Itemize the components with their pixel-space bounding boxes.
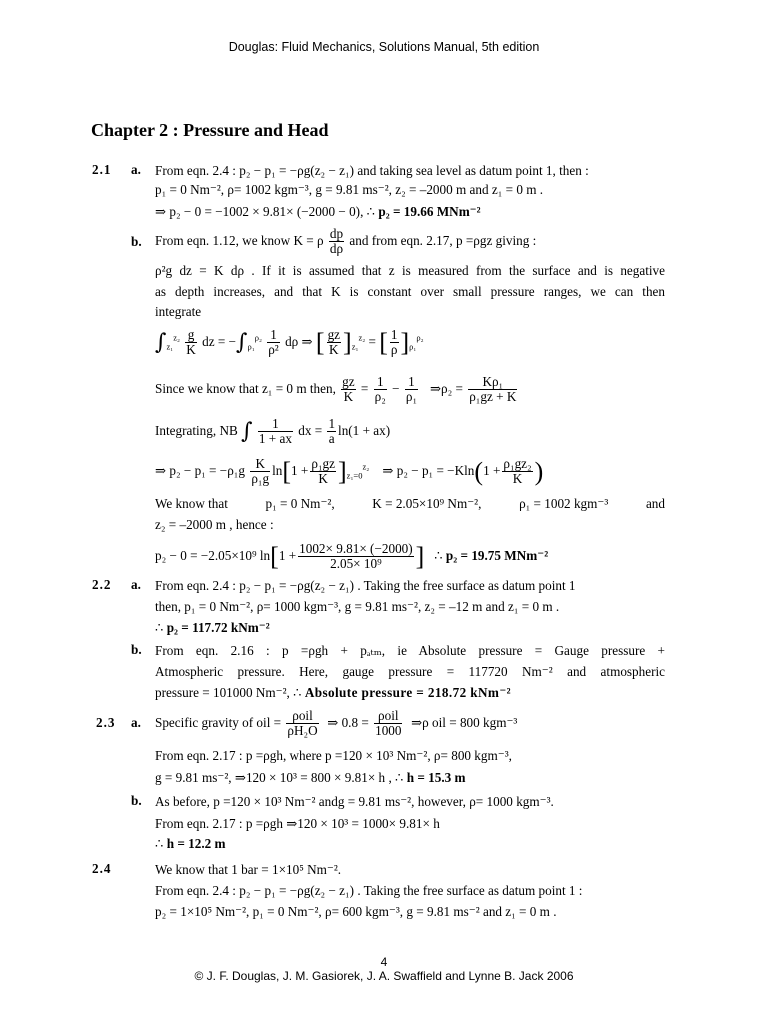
running-header: Douglas: Fluid Mechanics, Solutions Manual, 5th edition [228, 40, 540, 54]
part-label: b. [131, 642, 142, 657]
fraction: $\frac{gz}{K}$ [327, 327, 341, 358]
result-value: h = 12.2 m [166, 836, 226, 851]
page-number: 4 [380, 955, 388, 969]
result-value: h = 15.3 m [406, 770, 466, 785]
text-fragment: From eqn. 1.12, we know K = ρ [155, 233, 324, 248]
text-line [155, 225, 665, 257]
text-line: ρ²g dz = K dρ . If it is assumed that z is measured from the surface and is negative [155, 263, 665, 278]
fraction: $\frac{g}{K}$ [186, 327, 196, 358]
text-line: We know that p₁ = 0 Nm⁻², K = 2.05×10⁹ Nm⁻², ρ₁ = 1002 kgm⁻³ and [155, 496, 665, 511]
denominator: dρ [329, 241, 344, 257]
text-fragment: and from eqn. 2.17, p =ρgz giving : [349, 233, 537, 248]
text-line: ∴ h = 12.2 m [155, 836, 226, 851]
text-line: From eqn. 2.4 : p₂ − p₁ = −ρg(z₂ − z₁) . Taking the free surface as datum point 1 : [155, 883, 583, 898]
fraction [329, 227, 344, 256]
equation-line: Since we know that z₁ = 0 m then, $\frac{gz}{K}$ = $\frac{1}{\text{ρ₂}}$ − $\frac{1}{\text{ρ₁}}$ ⇒ρ₂ = $\frac{\text{Kρ₁}}{\text{ρ₁gz + K}}$ [155, 374, 517, 405]
text-line: p₁ = 0 Nm⁻², ρ= 1002 kgm⁻³, g = 9.81 ms⁻², z₂ = –2000 m and z₁ = 0 m . [155, 182, 544, 197]
text-line: From eqn. 2.17 : p =ρgh, where p =120 × 10³ Nm⁻², ρ= 800 kgm⁻³, [155, 748, 512, 763]
question-number: 2.4 [92, 861, 112, 876]
integral-sign: ∫ [236, 329, 248, 355]
text-line: From eqn. 2.16 : p =ρgh + pₐₜₘ, ie Absolute pressure = Gauge pressure + [155, 643, 665, 658]
fraction: $\frac{1}{\text{ρ²}}$ [268, 327, 279, 358]
text-line: From eqn. 2.4 : p₂ − p₁ = −ρg(z₂ − z₁) and taking sea level as datum point 1, then : [155, 163, 589, 178]
question-number: 2.1 [92, 162, 112, 177]
numerator: dp [329, 226, 344, 242]
part-label: b. [131, 793, 142, 808]
result-value: p₂ = 117.72 kNm⁻² [166, 620, 270, 635]
text-line [155, 203, 665, 221]
result-value: p₂ = 19.75 MNm⁻² [445, 548, 549, 563]
equation: ⇒ p₂ − 0 = −1002 × 9.81× (−2000 − 0), ∴ [155, 204, 376, 219]
text-line: As before, p =120 × 10³ Nm⁻² andg = 9.81 ms⁻², however, ρ= 1000 kgm⁻³. [155, 794, 554, 809]
equation-line: p₂ − 0 = −2.05×10⁹ ln[1 + $\frac{1002\times 9.81\times (-2000)}{\text{2.05× 10⁹}}$ ] ∴ p₂ = 19.75 MNm⁻² [155, 541, 549, 572]
equation-line: $\int_{z_1}^{z_2}$ $\frac{g}{K}$ dz = $-\int_{\rho_1}^{\rho_2}$ $\frac{1}{\text{ρ²}}$ dρ ⇒ [ $\frac{gz}{K}$ ]$_{z_1}^{z_2}$ = [ $\frac{1}{\rho}$ ]$_{\rho_1}^{\rho_2}$ [155, 327, 424, 358]
part-label: b. [131, 234, 142, 249]
copyright-footer: © J. F. Douglas, J. M. Gasiorek, J. A. Swaffield and Lynne B. Jack 2006 [194, 969, 574, 983]
equation-line: ⇒ p₂ − p₁ = −ρ₁g $\frac{K}{\text{ρ₁g}}$ ln[1 + $\frac{\text{ρ₁gz}}{K}$ ]$_{z_1=0}^{z_2}$ ⇒ p₂ − p₁ = −Kln(1 + $\frac{\text{ρ₁gz₂}}{K}$ ) [155, 456, 544, 487]
equation-line: Integrating, NB ∫ $\frac{1}{1 + ax}$ dx = $\frac{1}{a}$ ln(1 + ax) [155, 416, 391, 447]
fraction: $\frac{1}{\rho}$ [390, 327, 398, 358]
result-value: p₂ = 19.66 MNm⁻² [378, 204, 481, 219]
text-line: Atmospheric pressure. Here, gauge pressure = 117720 Nm⁻² and atmospheric [155, 664, 665, 679]
text-line: z₂ = –2000 m , hence : [155, 517, 274, 532]
part-label: a. [131, 715, 141, 730]
text-line: pressure = 101000 Nm⁻², ∴ Absolute pressure = 218.72 kNm⁻² [155, 685, 512, 700]
result-value: Absolute pressure = 218.72 kNm⁻² [304, 685, 512, 700]
equation-line: Specific gravity of oil = $\frac{\text{ρoil}}{\text{ρH₂O}}$ ⇒ 0.8 = $\frac{\text{ρoil}}{1000}$ ⇒ρ oil = 800 kgm⁻³ [155, 708, 518, 739]
text-line: From eqn. 2.4 : p₂ − p₁ = −ρg(z₂ − z₁) . Taking the free surface as datum point 1 [155, 578, 576, 593]
question-number: 2.2 [92, 577, 112, 592]
text-line: then, p₁ = 0 Nm⁻², ρ= 1000 kgm⁻³, g = 9.81 ms⁻², z₂ = –12 m and z₁ = 0 m . [155, 599, 560, 614]
chapter-title: Chapter 2 : Pressure and Head [91, 120, 329, 140]
part-label: a. [131, 162, 141, 177]
text-line: ∴ p₂ = 117.72 kNm⁻² [155, 620, 270, 635]
text-line: integrate [155, 304, 202, 319]
text-line: p₂ = 1×10⁵ Nm⁻², p₁ = 0 Nm⁻², ρ= 600 kgm⁻³, g = 9.81 ms⁻² and z₁ = 0 m . [155, 904, 557, 919]
part-label: a. [131, 577, 141, 592]
integral-sign: ∫ [155, 329, 167, 355]
question-number: 2.3 [96, 715, 116, 730]
text-line: as depth increases, and that K is constant over small pressure ranges, we can then [155, 284, 665, 299]
text-line: We know that 1 bar = 1×10⁵ Nm⁻². [155, 862, 342, 877]
text-line: From eqn. 2.17 : p =ρgh ⇒120 × 10³ = 1000× 9.81× h [155, 816, 440, 831]
text-line: g = 9.81 ms⁻², ⇒120 × 10³ = 800 × 9.81× h , ∴ h = 15.3 m [155, 770, 466, 785]
